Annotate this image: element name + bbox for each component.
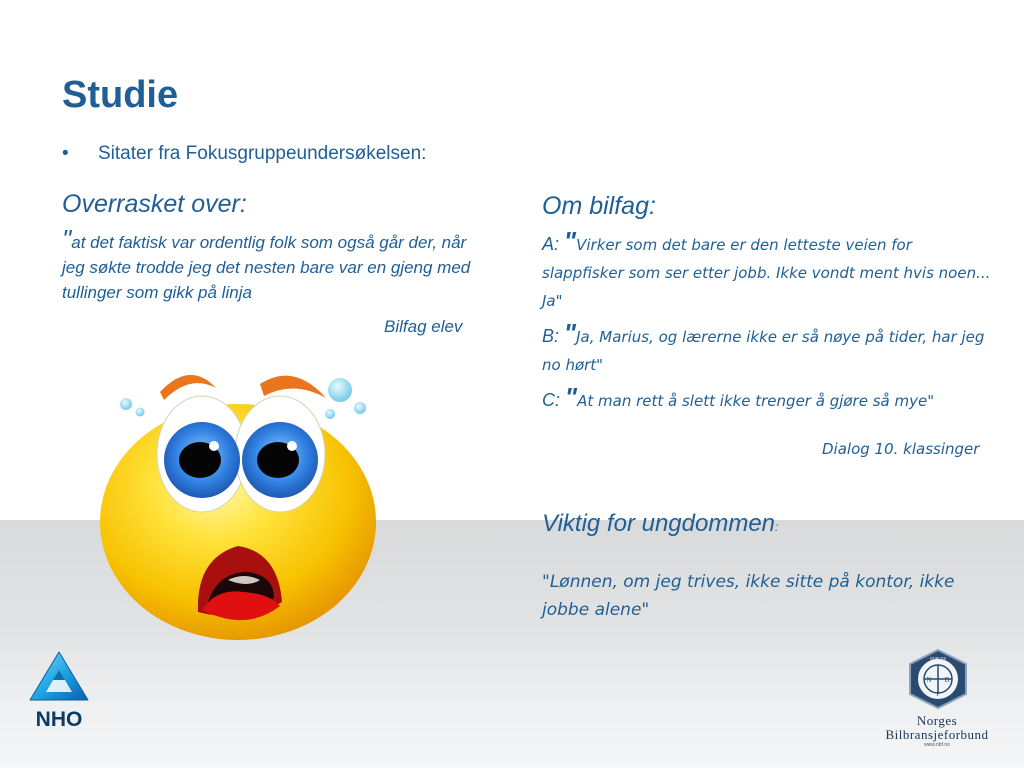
dialog-label: A:: [542, 234, 560, 254]
nbf-url: www.nbf.no: [924, 742, 950, 748]
bullet-text: Sitater fra Fokusgruppeundersøkelsen:: [98, 143, 427, 164]
dialog-line-a: [542, 227, 994, 315]
bullet-line: [62, 143, 426, 165]
left-attribution: Bilfag elev: [384, 317, 463, 336]
nbf-name: [862, 714, 1012, 742]
left-quote: [62, 224, 482, 305]
dialog-text: Virker som det bare er den letteste veien for slappfisker som ser etter jobb. Ikke vondt ment hvis noen... Ja": [542, 236, 991, 310]
nbf-logo-icon: [868, 648, 1008, 710]
sweat-drop: [328, 378, 352, 402]
quote-mark: ": [563, 226, 577, 256]
svg-text:N: N: [926, 676, 932, 684]
left-heading: Overrasket over:: [62, 190, 247, 218]
sweat-drop: [120, 398, 132, 410]
eyebrow-right: [260, 376, 326, 398]
quote-mark: ": [563, 318, 577, 348]
slide-title: Studie: [62, 74, 179, 116]
sweat-drop: [136, 408, 145, 417]
dialog-label: B:: [542, 326, 560, 346]
left-quote-text: at det faktisk var ordentlig folk som også går der, når jeg søkte trodde jeg det nesten bare var en gjeng med tullinger som gikk på linja: [62, 233, 471, 302]
right-heading: Om bilfag:: [542, 192, 656, 220]
eye-left-highlight: [209, 441, 219, 451]
dialog-label: C:: [542, 390, 560, 410]
quote-mark: ": [62, 224, 72, 254]
dialog-line-c: [542, 383, 994, 415]
svg-text:F: F: [936, 692, 940, 698]
dialog-line-b: [542, 319, 994, 379]
svg-text:B: B: [944, 676, 950, 684]
svg-text:NORGES: NORGES: [929, 656, 947, 661]
eye-right-highlight: [287, 441, 297, 451]
nbf-name-line2: Bilbransjeforbund: [885, 727, 989, 742]
viktig-quote: "Lønnen, om jeg trives, ikke sitte på kontor, ikke jobbe alene": [542, 572, 955, 620]
nho-logo-text: NHO: [35, 708, 83, 731]
viktig-heading-text: Viktig for ungdommen: [542, 510, 776, 537]
sweat-drop: [325, 409, 335, 419]
viktig-heading: [542, 510, 778, 538]
left-column: [62, 190, 482, 305]
dialog-text: At man rett å slett ikke trenger å gjøre så mye": [577, 392, 935, 410]
dialog-text: Ja, Marius, og lærerne ikke er så nøye på tider, har jeg no hørt": [542, 328, 985, 374]
bullet-dot: •: [62, 143, 69, 164]
right-attribution: Dialog 10. klassinger: [822, 440, 980, 458]
quote-mark: ": [564, 382, 578, 412]
shocked-smiley-icon: [98, 362, 388, 642]
sweat-drop: [354, 402, 366, 414]
viktig-colon: :: [775, 520, 779, 534]
nbf-name-line1: Norges: [916, 713, 958, 728]
nho-logo-icon: [24, 648, 94, 710]
right-column: [542, 192, 994, 419]
